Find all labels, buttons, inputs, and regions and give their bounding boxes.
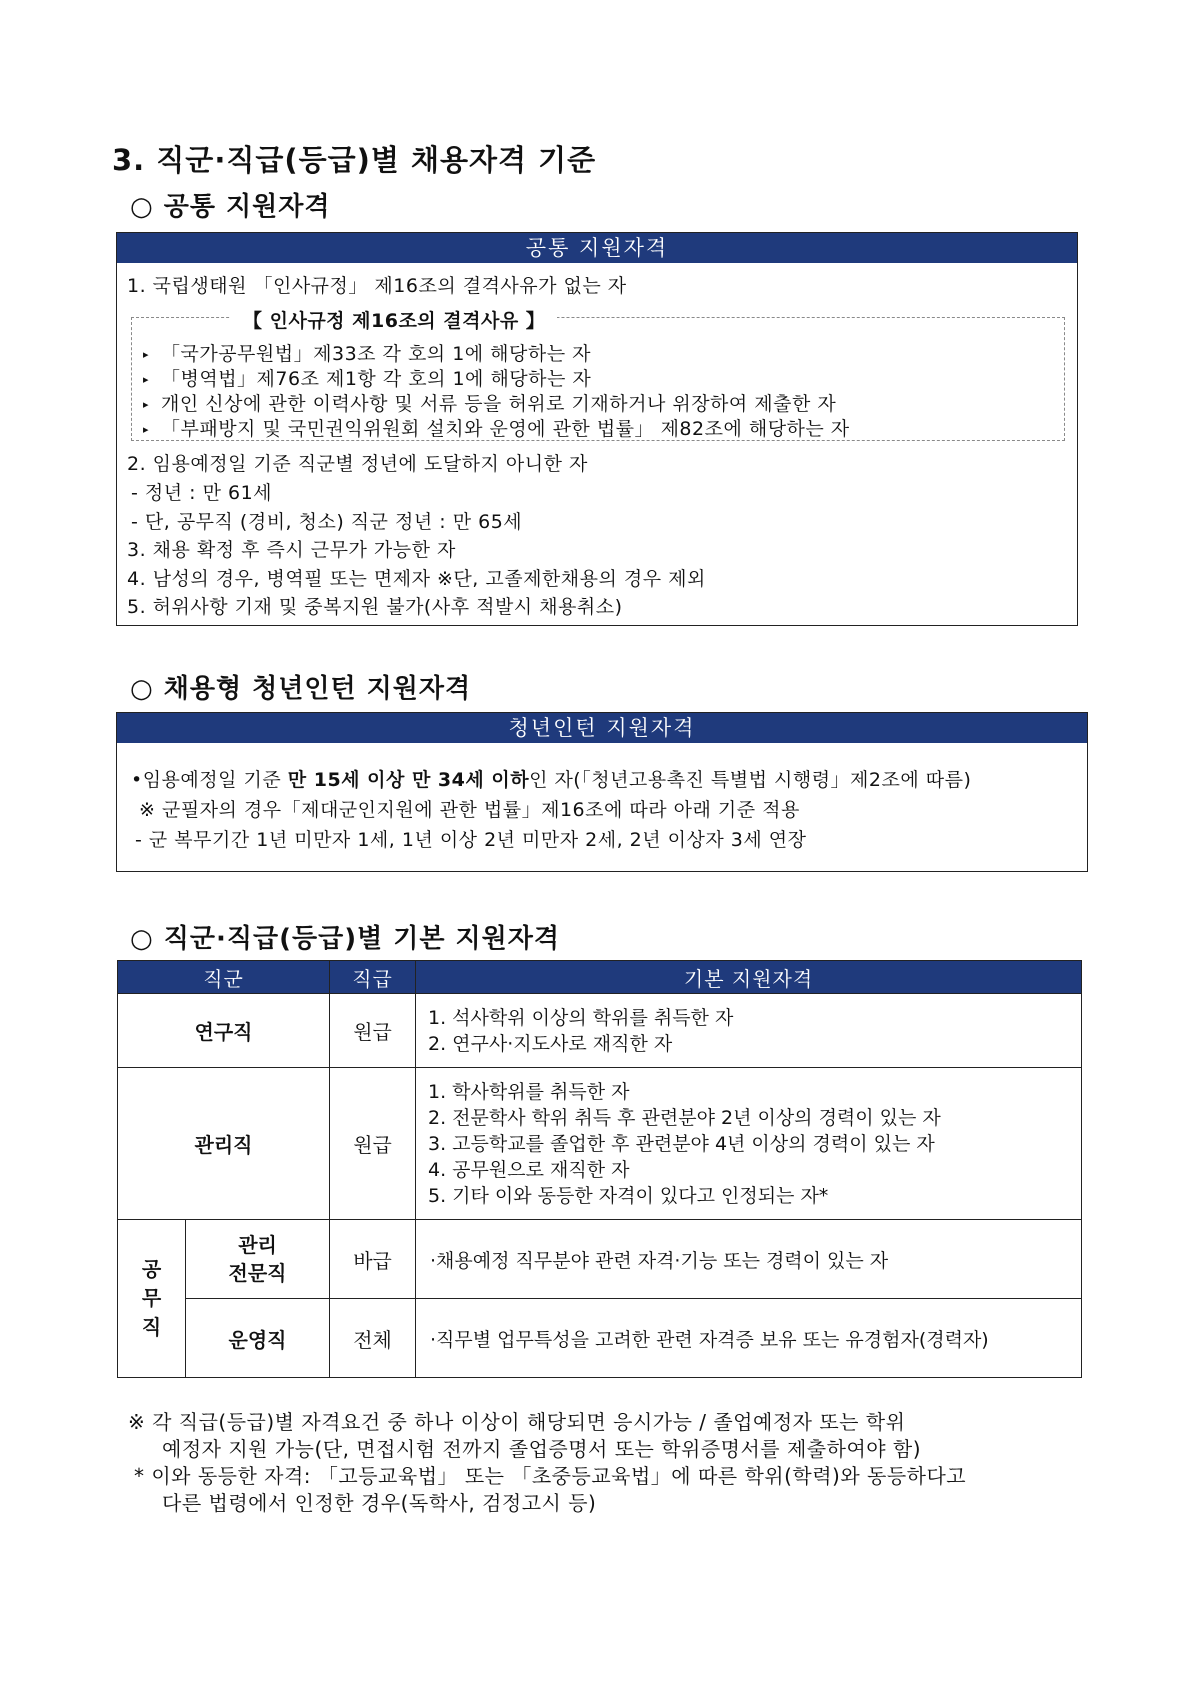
common-item-2-retirement: - 정년 : 만 61세 [131,482,273,504]
common-item-2: 2. 임용예정일 기준 직군별 정년에 도달하지 아니한 자 [127,453,588,475]
grade-cell: 전체 [330,1299,416,1378]
table-row [118,1220,1082,1299]
table-header-row [118,961,1082,994]
common-item-3: 3. 채용 확정 후 즉시 근무가 가능한 자 [127,539,456,561]
job-subgroup-admin-specialist: 관리 전문직 [186,1220,330,1299]
footnote-1-line-2: 예정자 지원 가능(단, 면접시험 전까지 졸업증명서 또는 학위증명서를 제출하여야 함) [162,1437,922,1461]
disqualification-item: ▸ 「국가공무원법」제33조 각 호의 1에 해당하는 자 [143,343,591,365]
section-heading-basic: ○ 직군·직급(등급)별 기본 지원자격 [130,924,560,954]
disqualification-item: ▸ 개인 신상에 관한 이력사항 및 서류 등을 허위로 기재하거나 위장하여 제출한 자 [143,393,837,415]
intern-veteran-extension: - 군 복무기간 1년 미만자 1세, 1년 이상 2년 미만자 2세, 2년 이상자 3세 연장 [135,829,807,851]
grade-cell: 바급 [330,1220,416,1299]
intern-qualifications-box [116,712,1088,872]
grade-cell: 원급 [330,1068,416,1220]
table-row [118,994,1082,1068]
common-item-5: 5. 허위사항 기재 및 중복지원 불가(사후 적발시 채용취소) [127,596,623,618]
common-item-1: 1. 국립생태원 「인사규정」 제16조의 결격사유가 없는 자 [127,275,627,297]
grade-cell: 원급 [330,994,416,1068]
column-header-group: 직군 [118,961,330,994]
basic-qualifications-table [117,960,1082,1378]
intern-box-title: 청년인턴 지원자격 [117,713,1087,743]
job-group-public [118,1220,186,1378]
common-item-2-exception: - 단, 공무직 (경비, 청소) 직군 정년 : 만 65세 [131,511,523,533]
disqualification-item: ▸ 「부패방지 및 국민권익위원회 설치와 운영에 관한 법률」 제82조에 해당하는 자 [143,418,850,440]
disqualification-title: 【 인사규정 제16조의 결격사유 】 [231,306,557,333]
column-header-grade: 직급 [330,961,416,994]
job-group-public-label: 공 무 직 [141,1257,162,1339]
job-subgroup-operations: 운영직 [186,1299,330,1378]
table-row [118,1068,1082,1220]
footnote-1-line-1: ※ 각 직급(등급)별 자격요건 중 하나 이상이 해당되면 응시가능 / 졸업예정자 또는 학위 [128,1410,906,1434]
requirements-cell: 1. 학사학위를 취득한 자 2. 전문학사 학위 취득 후 관련분야 2년 이상의 경력이 있는 자 3. 고등학교를 졸업한 후 관련분야 4년 이상의 경력이 있는 자 4. 공무원으로 재직한 자 5. 기타 이와 동등한 자격이 있다고 인정되는 자* [416,1068,1082,1220]
intern-veteran-note: ※ 군필자의 경우「제대군인지원에 관한 법률」제16조에 따라 아래 기준 적용 [139,799,800,821]
table-row [118,1299,1082,1378]
section-heading-intern: ○ 채용형 청년인턴 지원자격 [130,674,472,704]
common-item-4: 4. 남성의 경우, 병역필 또는 면제자 ※단, 고졸제한채용의 경우 제외 [127,568,706,590]
requirements-cell: ·직무별 업무특성을 고려한 관련 자격증 보유 또는 유경험자(경력자) [416,1299,1082,1378]
intern-age-requirement: •임용예정일 기준 만 15세 이상 만 34세 이하인 자(「청년고용촉진 특별법 시행령」제2조에 따름) [131,769,972,791]
section-heading-common: ○ 공통 지원자격 [130,192,331,222]
footnote-2-line-1: * 이와 동등한 자격: 「고등교육법」 또는 「초중등교육법」에 따른 학위(학력)와 동등하다고 [134,1464,967,1488]
job-group-research: 연구직 [118,994,330,1068]
common-qualifications-box [116,232,1078,626]
column-header-requirements: 기본 지원자격 [416,961,1082,994]
common-box-title: 공통 지원자격 [117,233,1077,263]
requirements-cell: 1. 석사학위 이상의 학위를 취득한 자 2. 연구사·지도사로 재직한 자 [416,994,1082,1068]
disqualification-item: ▸ 「병역법」제76조 제1항 각 호의 1에 해당하는 자 [143,368,592,390]
job-group-admin: 관리직 [118,1068,330,1220]
requirements-cell: ·채용예정 직무분야 관련 자격·기능 또는 경력이 있는 자 [416,1220,1082,1299]
footnote-2-line-2: 다른 법령에서 인정한 경우(독학사, 검정고시 등) [162,1491,597,1515]
page-title: 3. 직군·직급(등급)별 채용자격 기준 [112,143,597,177]
